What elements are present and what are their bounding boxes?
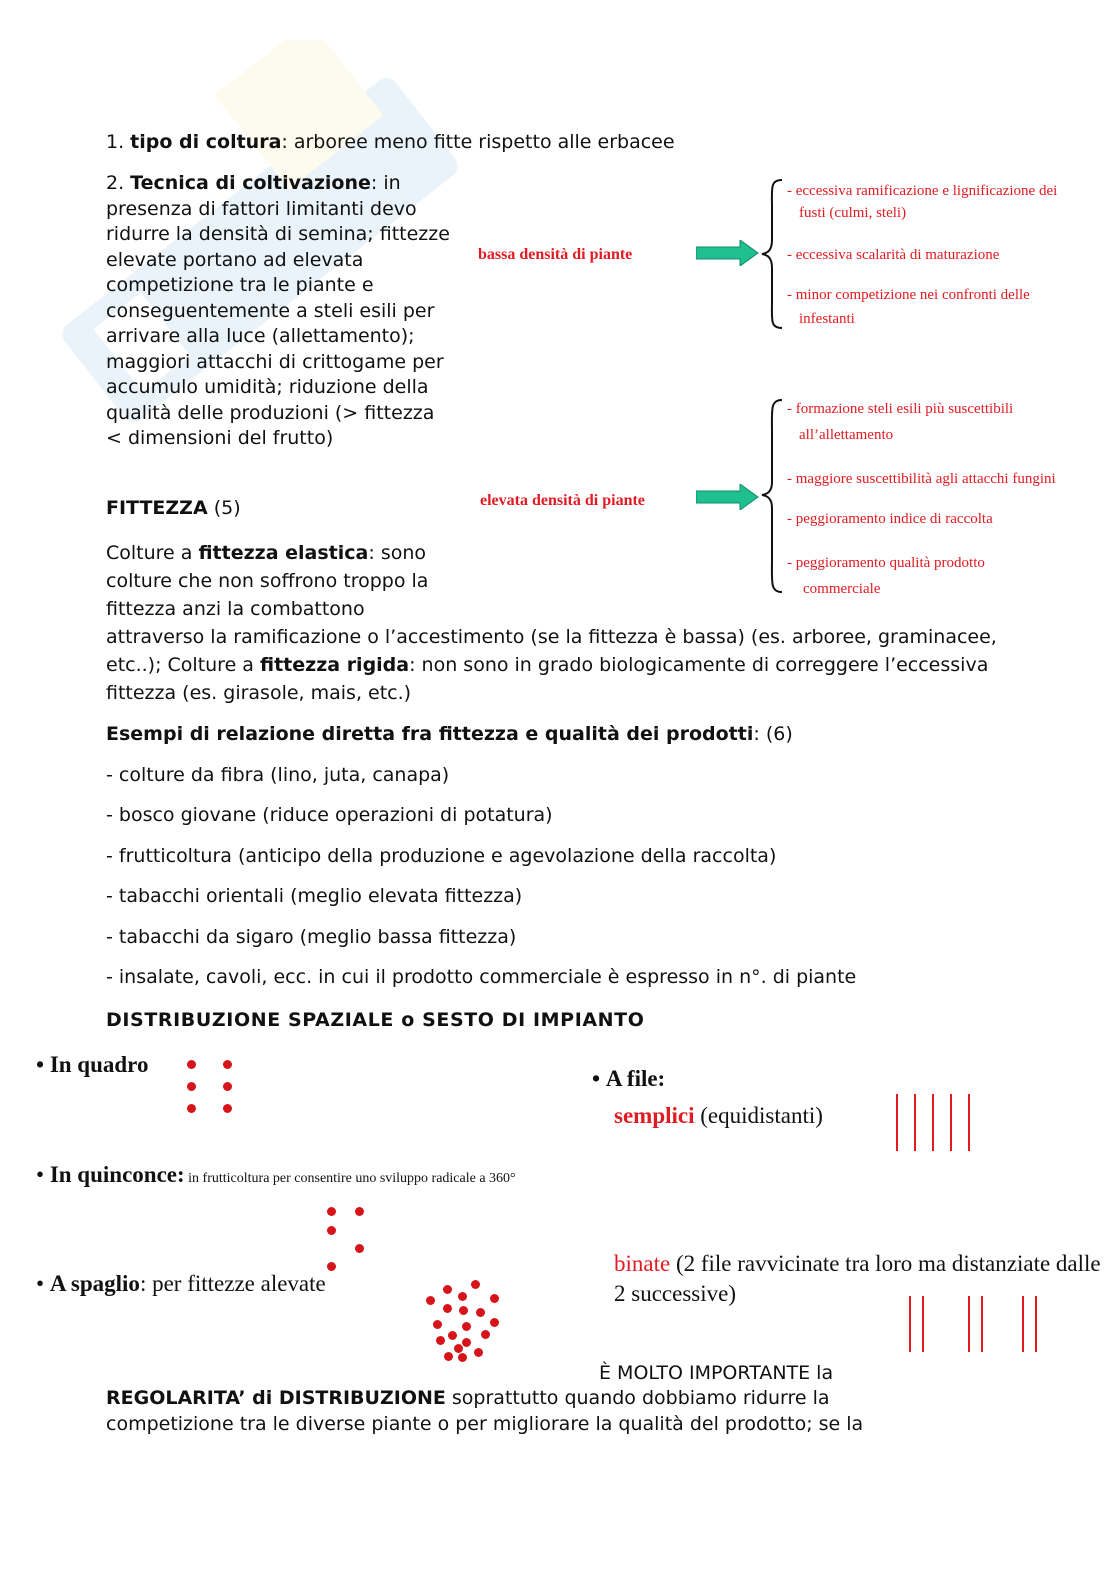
plant-dot	[355, 1207, 364, 1216]
esempi-list-item: - bosco giovane (riduce operazioni di potatura)	[106, 804, 553, 826]
plant-dot	[490, 1294, 499, 1303]
distribuzione-heading: DISTRIBUZIONE SPAZIALE o SESTO DI IMPIANTO	[106, 1009, 645, 1031]
spaglio-label: A spaglio	[49, 1271, 140, 1296]
plant-dot	[459, 1306, 468, 1315]
esempi-title: Esempi di relazione diretta fra fittezza e qualità dei prodotti	[106, 723, 754, 745]
row-line	[914, 1094, 916, 1151]
bullet: •	[592, 1066, 601, 1091]
afile-label: A file:	[605, 1066, 666, 1091]
arrow-right-icon	[696, 484, 760, 510]
plant-dot	[462, 1322, 471, 1331]
plant-dot	[355, 1244, 364, 1253]
bassa-densita-label: bassa densità di piante	[478, 246, 633, 263]
plant-dot	[490, 1318, 499, 1327]
bullet: •	[36, 1162, 45, 1187]
section-2-bold: Tecnica di coltivazione	[130, 172, 371, 194]
plant-dot	[474, 1348, 483, 1357]
row-line	[922, 1296, 924, 1352]
quinconce-label: In quinconce:	[49, 1162, 185, 1187]
colture-text-1: Colture a	[106, 542, 199, 564]
colture-bold-elastica: fittezza elastica	[198, 542, 369, 564]
esempi-list-item: - tabacchi da sigaro (meglio bassa fittezza)	[106, 926, 517, 948]
plant-dot	[454, 1344, 463, 1353]
plant-dot	[433, 1320, 442, 1329]
plant-dot	[327, 1207, 336, 1216]
semplici-note: (equidistanti)	[694, 1103, 823, 1128]
fittezza-heading	[106, 496, 241, 522]
sesto-afile	[592, 1066, 665, 1092]
plant-dot	[443, 1304, 452, 1313]
colture-text-2: : sono colture che non soffrono troppo la fittezza anzi la combattono attraverso la ramificazione o l’accestimento (se la fittezza è bassa) (es. arboree, graminacee, etc..); Colture a	[106, 542, 997, 676]
bassa-effect-3b: infestanti	[799, 311, 855, 327]
section-1-number: 1.	[106, 131, 131, 153]
plant-dot	[223, 1082, 232, 1091]
row-line	[981, 1296, 983, 1352]
plant-dot	[327, 1226, 336, 1235]
bassa-effect-1b: fusti (culmi, steli)	[799, 205, 907, 221]
plant-dot	[223, 1060, 232, 1069]
binate-note: (2 file ravvicinate tra loro ma distanziate dalle 2 successive)	[614, 1251, 1101, 1306]
plant-dot	[458, 1353, 467, 1362]
closing-bold: REGOLARITA’ di DISTRIBUZIONE	[106, 1387, 446, 1409]
sesto-spaglio	[36, 1271, 326, 1297]
plant-dot	[187, 1082, 196, 1091]
quinconce-note: in frutticoltura per consentire uno sviluppo radicale a 360°	[184, 1171, 516, 1186]
row-line	[968, 1296, 970, 1352]
plant-dot	[471, 1280, 480, 1289]
bassa-effect-2: - eccessiva scalarità di maturazione	[787, 247, 1000, 263]
row-line	[950, 1094, 952, 1151]
plant-dot	[481, 1330, 490, 1339]
closing-lead: È MOLTO IMPORTANTE la	[599, 1362, 834, 1384]
elevata-effect-2: - maggiore suscettibilità agli attacchi fungini	[787, 471, 1056, 487]
closing-text: soprattutto quando dobbiamo ridurre la competizione tra le diverse piante o per migliorare la qualità del prodotto; se la	[106, 1387, 864, 1435]
plant-dot	[327, 1262, 336, 1271]
plant-dot	[187, 1060, 196, 1069]
row-line	[1022, 1296, 1024, 1352]
fittezza-title: FITTEZZA	[106, 497, 208, 519]
esempi-list-item: - tabacchi orientali (meglio elevata fittezza)	[106, 885, 523, 907]
elevata-effect-1b: all’allettamento	[799, 427, 894, 443]
afile-semplici	[614, 1103, 823, 1129]
elevata-densita-label: elevata densità di piante	[480, 492, 645, 509]
esempi-list-item: - colture da fibra (lino, juta, canapa)	[106, 764, 450, 786]
row-line	[909, 1296, 911, 1352]
binate-label: binate	[614, 1251, 671, 1276]
brace-icon	[760, 398, 786, 594]
brace-icon	[760, 178, 786, 330]
plant-dot	[462, 1338, 471, 1347]
colture-text-3: : non sono in grado biologicamente di correggere l’eccessiva fittezza (es. girasole, mais, etc.)	[106, 654, 989, 704]
plant-dot	[448, 1331, 457, 1340]
section-2-number: 2.	[106, 172, 131, 194]
spaglio-note: : per fittezze alevate	[139, 1271, 326, 1296]
plant-dot	[426, 1296, 435, 1305]
plant-dot	[223, 1104, 232, 1113]
plant-dot	[443, 1285, 452, 1294]
section-1-text: : arboree meno fitte rispetto alle erbacee	[281, 131, 675, 153]
plant-dot	[444, 1352, 453, 1361]
semplici-label: semplici	[614, 1103, 695, 1128]
fittezza-count: (5)	[207, 497, 241, 519]
section-1-paragraph	[106, 130, 806, 156]
plant-dot	[187, 1104, 196, 1113]
esempi-heading	[106, 722, 793, 748]
section-1-bold: tipo di coltura	[130, 131, 282, 153]
row-line	[968, 1094, 970, 1151]
esempi-list-item: - frutticoltura (anticipo della produzione e agevolazione della raccolta)	[106, 845, 777, 867]
colture-bold-rigida: fittezza rigida	[260, 654, 410, 676]
sesto-quadro	[36, 1052, 148, 1078]
plant-dot	[458, 1292, 467, 1301]
plant-dot	[476, 1308, 485, 1317]
esempi-count: : (6)	[753, 723, 793, 745]
plant-dot	[436, 1336, 445, 1345]
arrow-right-icon	[696, 240, 760, 266]
sesto-quinconce	[36, 1162, 516, 1188]
elevata-effect-3: - peggioramento indice di raccolta	[787, 511, 993, 527]
elevata-effect-1: - formazione steli esili più suscettibili	[787, 401, 1014, 417]
quadro-label: In quadro	[49, 1052, 149, 1077]
row-line	[1035, 1296, 1037, 1352]
bassa-effect-1: - eccessiva ramificazione e lignificazione dei	[787, 183, 1058, 199]
row-line	[896, 1094, 898, 1151]
elevata-effect-4b: commerciale	[803, 581, 881, 597]
bullet: •	[36, 1052, 45, 1077]
bassa-effect-3: - minor competizione nei confronti delle	[787, 287, 1030, 303]
elevata-effect-4: - peggioramento qualità prodotto	[787, 555, 985, 571]
closing-paragraph	[106, 1386, 926, 1437]
bullet: •	[36, 1271, 45, 1296]
esempi-list-item: - insalate, cavoli, ecc. in cui il prodotto commerciale è espresso in n°. di piante	[106, 966, 857, 988]
section-2-text: : in presenza di fattori limitanti devo ridurre la densità di semina; fittezze elevate portano ad elevata competizione tra le piante e conseguentemente a steli esili per arrivare alla luce (allettamento); maggiori attacchi di crittogame per accumulo umidità; riduzione della qualità delle produzioni (> fittezza < dimensioni del frutto)	[106, 172, 450, 449]
section-2-paragraph	[106, 171, 451, 452]
row-line	[932, 1094, 934, 1151]
